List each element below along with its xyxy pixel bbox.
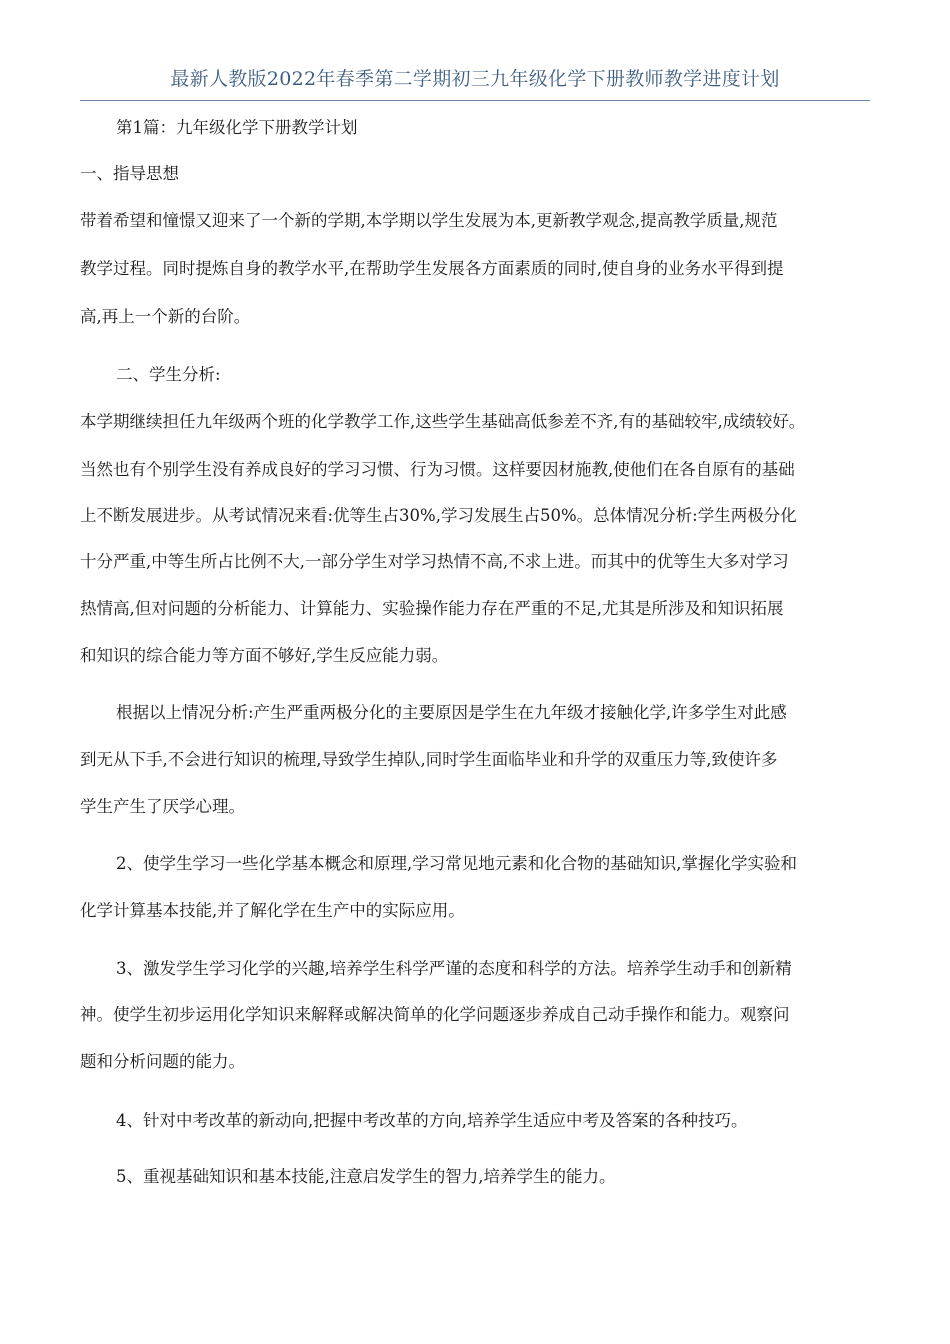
list-item-line: 5、重视基础知识和基本技能,注意启发学生的智力,培养学生的能力。 <box>116 1167 616 1186</box>
paragraph-line: 十分严重,中等生所占比例不大,一部分学生对学习热情不高,不求上进。而其中的优等生大多对学习 <box>80 552 789 571</box>
section-heading: 第1篇：九年级化学下册教学计划 <box>116 118 358 137</box>
paragraph-line: 根据以上情况分析:产生严重两极分化的主要原因是学生在九年级才接触化学,许多学生对此感 <box>116 703 787 722</box>
paragraph-line: 和知识的综合能力等方面不够好,学生反应能力弱。 <box>80 646 449 665</box>
list-item-line: 3、激发学生学习化学的兴趣,培养学生科学严谨的态度和科学的方法。培养学生动手和创新精 <box>116 959 792 978</box>
section-heading: 一、指导思想 <box>80 164 179 183</box>
list-item-line: 2、使学生学习一些化学基本概念和原理,学习常见地元素和化合物的基础知识,掌握化学实验和 <box>116 854 797 873</box>
paragraph-line: 带着希望和憧憬又迎来了一个新的学期,本学期以学生发展为本,更新教学观念,提高教学质量,规范 <box>80 211 778 230</box>
paragraph-line: 高,再上一个新的台阶。 <box>80 307 251 326</box>
paragraph-line: 到无从下手,不会进行知识的梳理,导致学生掉队,同时学生面临毕业和升学的双重压力等,致使许多 <box>80 750 778 769</box>
paragraph-line: 上不断发展进步。从考试情况来看:优等生占30%,学习发展生占50%。总体情况分析:学生两极分化 <box>80 506 797 525</box>
document-header-title: 最新人教版2022年春季第二学期初三九年级化学下册教师教学进度计划 <box>170 68 780 90</box>
list-item-line: 题和分析问题的能力。 <box>80 1052 245 1071</box>
header-divider <box>80 100 870 101</box>
list-item-line: 神。使学生初步运用化学知识来解释或解决简单的化学问题逐步养成自己动手操作和能力。观察问 <box>80 1005 790 1024</box>
paragraph-line: 当然也有个别学生没有养成良好的学习习惯、行为习惯。这样要因材施教,使他们在各自原有的基础 <box>80 460 795 479</box>
section-heading: 二、学生分析: <box>116 365 221 384</box>
list-item-line: 化学计算基本技能,并了解化学在生产中的实际应用。 <box>80 901 465 920</box>
paragraph-line: 本学期继续担任九年级两个班的化学教学工作,这些学生基础高低参差不齐,有的基础较牢,成绩较好。 <box>80 412 806 431</box>
list-item-line: 4、针对中考改革的新动向,把握中考改革的方向,培养学生适应中考及答案的各种技巧。 <box>116 1111 748 1130</box>
paragraph-line: 学生产生了厌学心理。 <box>80 797 245 816</box>
paragraph-line: 教学过程。同时提炼自身的教学水平,在帮助学生发展各方面素质的同时,使自身的业务水平得到提 <box>80 259 784 278</box>
paragraph-line: 热情高,但对问题的分析能力、计算能力、实验操作能力存在严重的不足,尤其是所涉及和知识拓展 <box>80 599 784 618</box>
